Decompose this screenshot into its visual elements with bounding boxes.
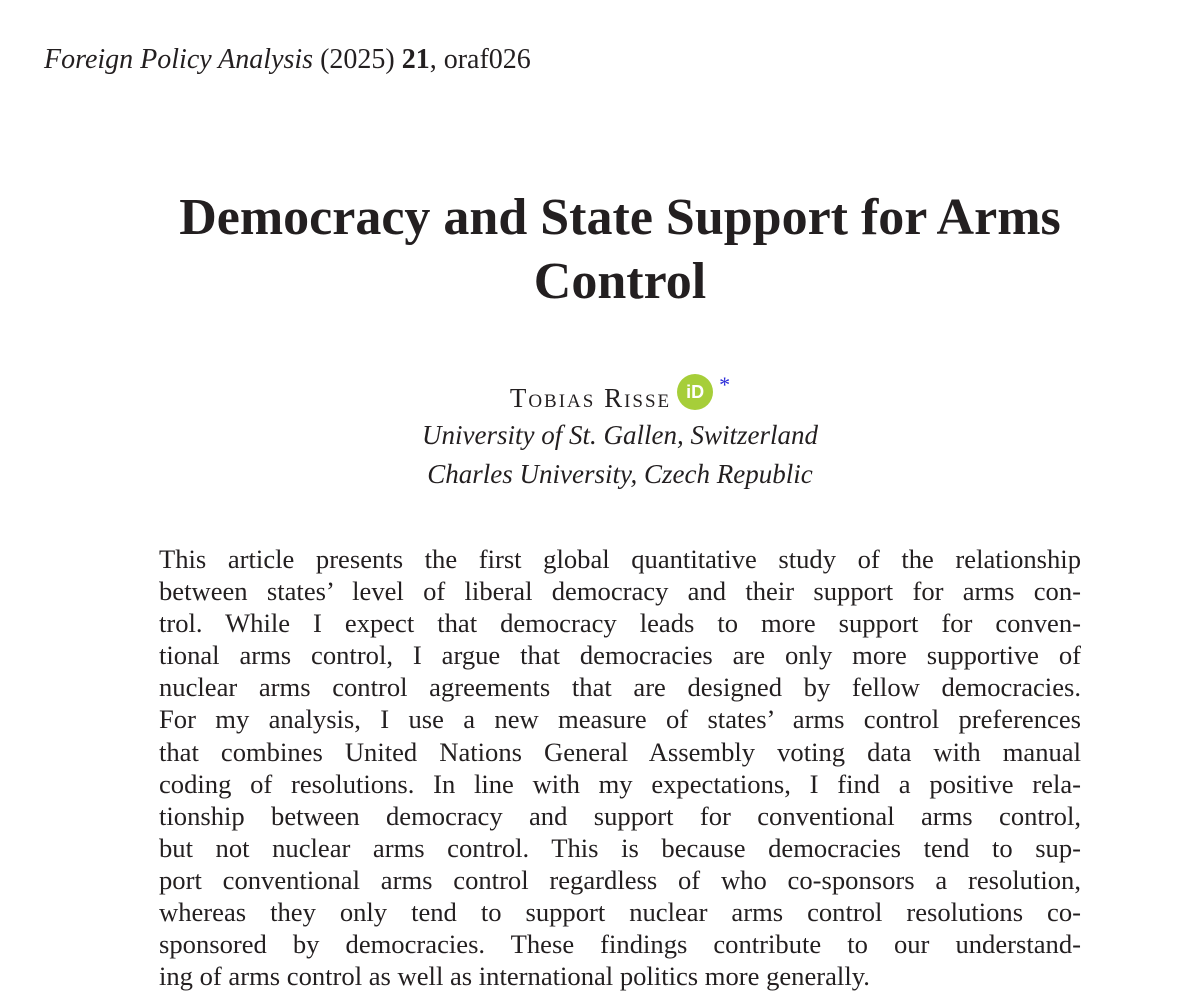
abstract-line: that combines United Nations General Assembly voting data with manual [159, 736, 1081, 767]
journal-name: Foreign Policy Analysis [44, 44, 314, 75]
abstract-line: whereas they only tend to support nuclear arms control resolutions co- [159, 897, 1081, 928]
article-title [60, 186, 1180, 314]
journal-citation [44, 42, 531, 78]
abstract-line: trol. While I expect that democracy leads to more support for conven- [159, 608, 1081, 639]
abstract-line: sponsored by democracies. These findings contribute to our understand- [159, 929, 1081, 960]
article-id: , oraf026 [429, 44, 531, 75]
abstract-line: between states’ level of liberal democracy and their support for arms con- [159, 576, 1081, 607]
title-line-1: Democracy and State Support for Arms [179, 189, 1061, 246]
publication-year: (2025) [320, 44, 395, 75]
abstract-line: tional arms control, I argue that democracies are only more supportive of [159, 640, 1081, 671]
author [509, 372, 731, 416]
abstract [159, 543, 1081, 992]
abstract-line: tionship between democracy and support for conventional arms control, [159, 800, 1081, 831]
author-name: Tobias Risse [509, 383, 672, 413]
title-line-2: Control [533, 253, 707, 310]
abstract-line: but not nuclear arms control. This is because democracies tend to sup- [159, 832, 1081, 863]
volume-number: 21 [401, 44, 430, 75]
affiliation-1: University of St. Gallen, Switzerland [422, 420, 818, 450]
abstract-line: ing of arms control as well as international politics more generally. [159, 961, 870, 992]
abstract-line: coding of resolutions. In line with my expectations, I find a positive rela- [159, 768, 1081, 799]
abstract-line: nuclear arms control agreements that are designed by fellow democracies. [159, 672, 1081, 703]
orcid-icon[interactable]: iD [677, 374, 713, 410]
abstract-line: For my analysis, I use a new measure of states’ arms control preferences [159, 704, 1081, 735]
affiliation-2: Charles University, Czech Republic [427, 459, 813, 489]
author-block [300, 372, 940, 494]
abstract-line: port conventional arms control regardless of who co-sponsors a resolution, [159, 864, 1081, 895]
author-footnote-marker[interactable]: * [719, 372, 731, 397]
abstract-line: This article presents the first global quantitative study of the relationship [159, 544, 1081, 574]
